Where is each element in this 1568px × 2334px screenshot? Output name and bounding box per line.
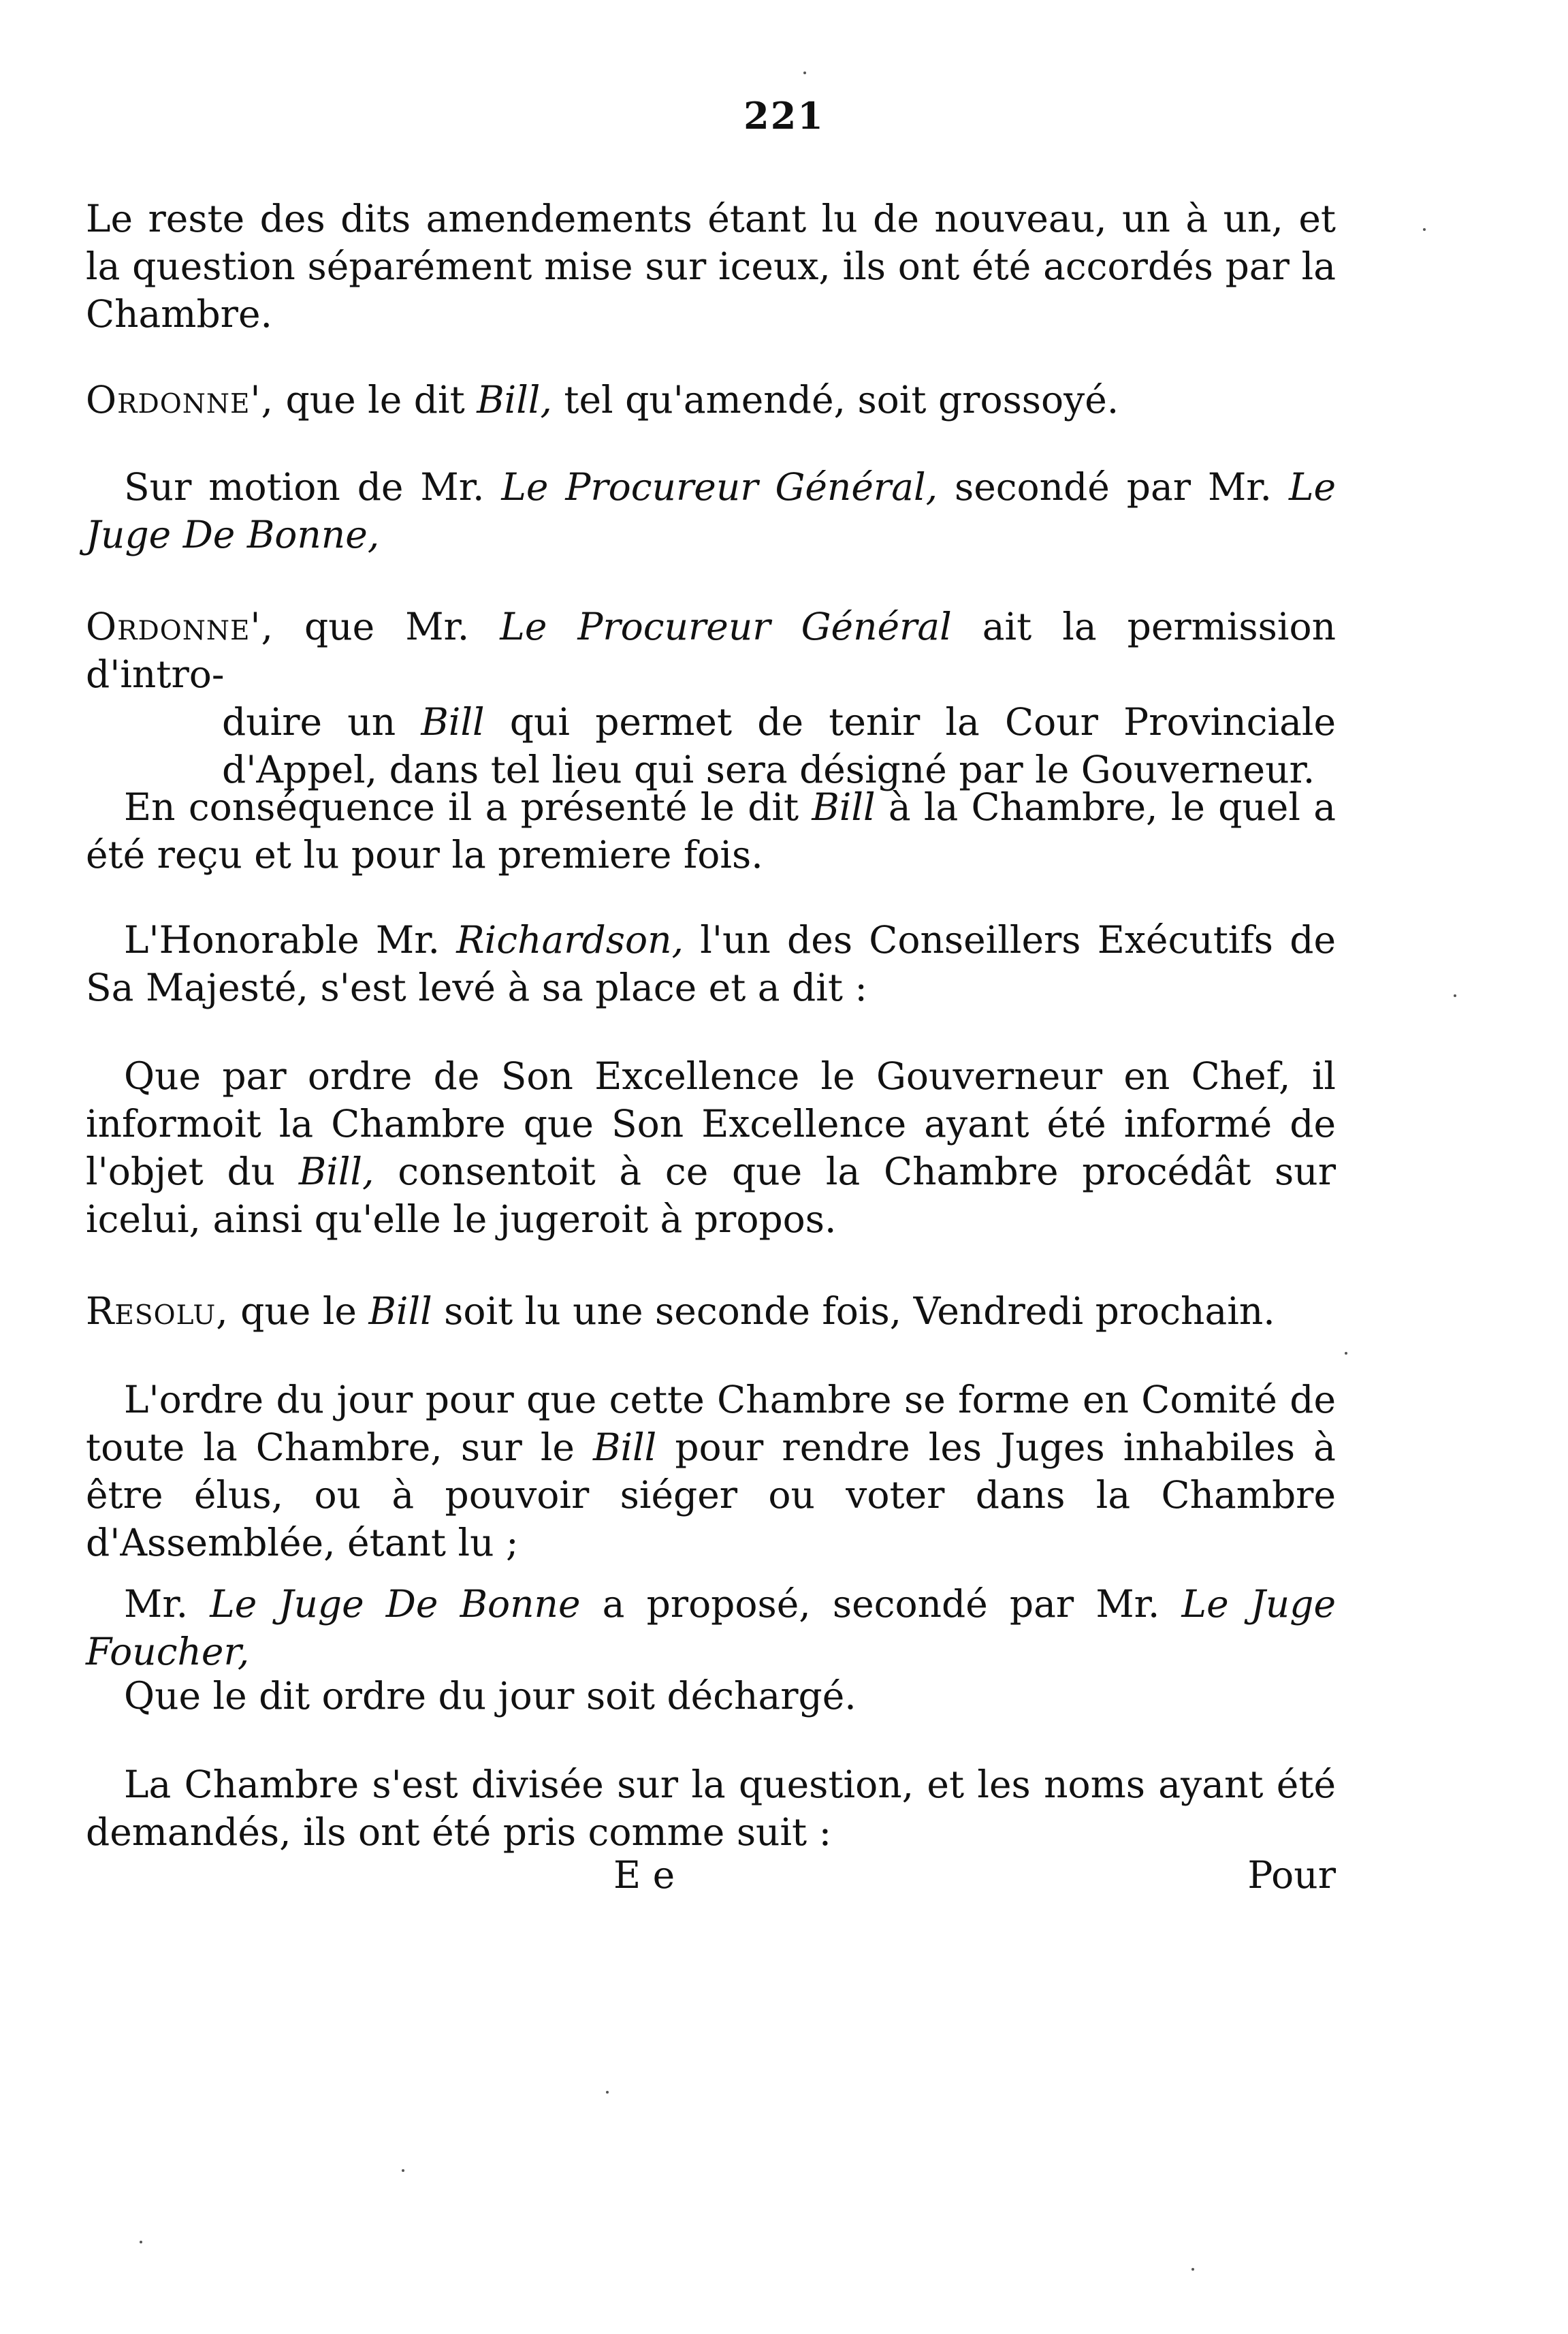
page-number: 221	[743, 94, 825, 138]
paragraph-text: pour rendre les Juges inhabiles à être élus, ou à pouvoir siéger ou voter dans la Chambre d'Assemblée, étant lu ;	[86, 1425, 1336, 1564]
paragraph-text: à la Chambre, le quel a été reçu et lu pour la premiere fois.	[86, 785, 1336, 877]
bill-term: Bill	[421, 700, 485, 744]
ordonne-label: Ordonne',	[86, 605, 274, 648]
bill-term: Bill	[812, 785, 876, 829]
paragraph-division	[86, 1761, 1336, 1856]
paragraph-text: ait la permission d'intro-	[86, 605, 1336, 696]
paragraph-text: Que par ordre de Son Excellence le Gouverneur en Chef, il informoit la Chambre que Son Excellence ayant été informé de l'objet du	[86, 1054, 1336, 1193]
paragraph-text: a proposé, secondé par Mr.	[580, 1582, 1182, 1626]
signature-mark: E e	[613, 1853, 675, 1897]
paragraph-text: L'ordre du jour pour que cette Chambre se forme en Comité de toute la Chambre, sur le	[86, 1378, 1336, 1469]
paragraph-order-of-day	[86, 1376, 1336, 1566]
juge-foucher-name: Le Juge Foucher,	[86, 1582, 1336, 1673]
juge-de-bonne-name: Le Juge De Bonne	[210, 1582, 581, 1626]
paragraph-motion	[86, 463, 1336, 558]
bill-term: Bill,	[298, 1150, 374, 1193]
paragraph-text: Que le dit ordre du jour soit déchargé.	[124, 1674, 857, 1718]
paragraph-text: Le reste des dits amendements étant lu de nouveau, un à un, et la question séparément mise sur iceux, ils ont été accordés par la Chambre.	[86, 197, 1336, 336]
paragraph-proposal	[86, 1580, 1336, 1675]
page-footer	[86, 1851, 1336, 1899]
paragraph-text: duire un	[222, 700, 421, 744]
print-speck	[1423, 228, 1426, 231]
paragraph-discharge	[86, 1672, 1336, 1720]
bill-term: Bill	[368, 1289, 432, 1333]
print-speck	[1345, 1352, 1347, 1355]
procureur-general-name: Le Procureur Général,	[501, 465, 938, 509]
resolu-label: Resolu,	[86, 1289, 229, 1333]
paragraph-ordonne-grossoye	[86, 376, 1336, 424]
paragraph-text: tel qu'amendé, soit grossoyé.	[551, 378, 1119, 422]
print-speck	[606, 2091, 609, 2094]
paragraph-text: L'Honorable Mr.	[124, 918, 457, 962]
paragraph-text: consentoit à ce que la Chambre procédât sur icelui, ainsi qu'elle le jugeroit à propos.	[86, 1150, 1336, 1241]
paragraph-presentation	[86, 783, 1336, 879]
bill-term: Bill	[593, 1425, 657, 1469]
paragraph-text: qui permet de tenir la Cour Provinciale d'Appel, dans tel lieu qui sera désigné par le Gouverneur.	[222, 700, 1337, 791]
paragraph-amendments	[86, 195, 1336, 338]
richardson-name: Richardson,	[456, 918, 684, 962]
ordonne-label: Ordonne',	[86, 378, 274, 422]
paragraph-text: que le	[228, 1289, 369, 1333]
paragraph-text: La Chambre s'est divisée sur la question, et les noms ayant été demandés, ils ont été pris comme suit :	[86, 1763, 1336, 1854]
paragraph-text: que Mr.	[274, 605, 500, 648]
paragraph-ordonne-permission	[86, 603, 1336, 793]
paragraph-text: Sur motion de Mr.	[124, 465, 502, 509]
paragraph-text: soit lu une seconde fois, Vendredi prochain.	[432, 1289, 1275, 1333]
print-speck	[140, 2241, 142, 2243]
print-speck	[803, 72, 806, 74]
print-speck	[1454, 994, 1456, 997]
paragraph-continuation	[86, 698, 1336, 793]
paragraph-text: que le dit	[274, 378, 477, 422]
paragraph-resolu	[86, 1287, 1336, 1335]
paragraph-text: Mr.	[124, 1582, 210, 1626]
procureur-general-name: Le Procureur Général	[500, 605, 952, 648]
paragraph-text: En conséquence il a présenté le dit	[124, 785, 812, 829]
bill-term: Bill,	[477, 378, 552, 422]
paragraph-text: l'un des Conseillers Exécutifs de Sa Majesté, s'est levé à sa place et a dit :	[86, 918, 1336, 1009]
paragraph-text: secondé par Mr.	[938, 465, 1289, 509]
catchword: Pour	[1247, 1853, 1336, 1897]
paragraph-governor-message	[86, 1052, 1336, 1243]
juge-de-bonne-name: Le Juge De Bonne,	[86, 465, 1337, 556]
paragraph-richardson	[86, 916, 1336, 1011]
print-speck	[1191, 2268, 1194, 2271]
print-speck	[402, 2169, 404, 2172]
